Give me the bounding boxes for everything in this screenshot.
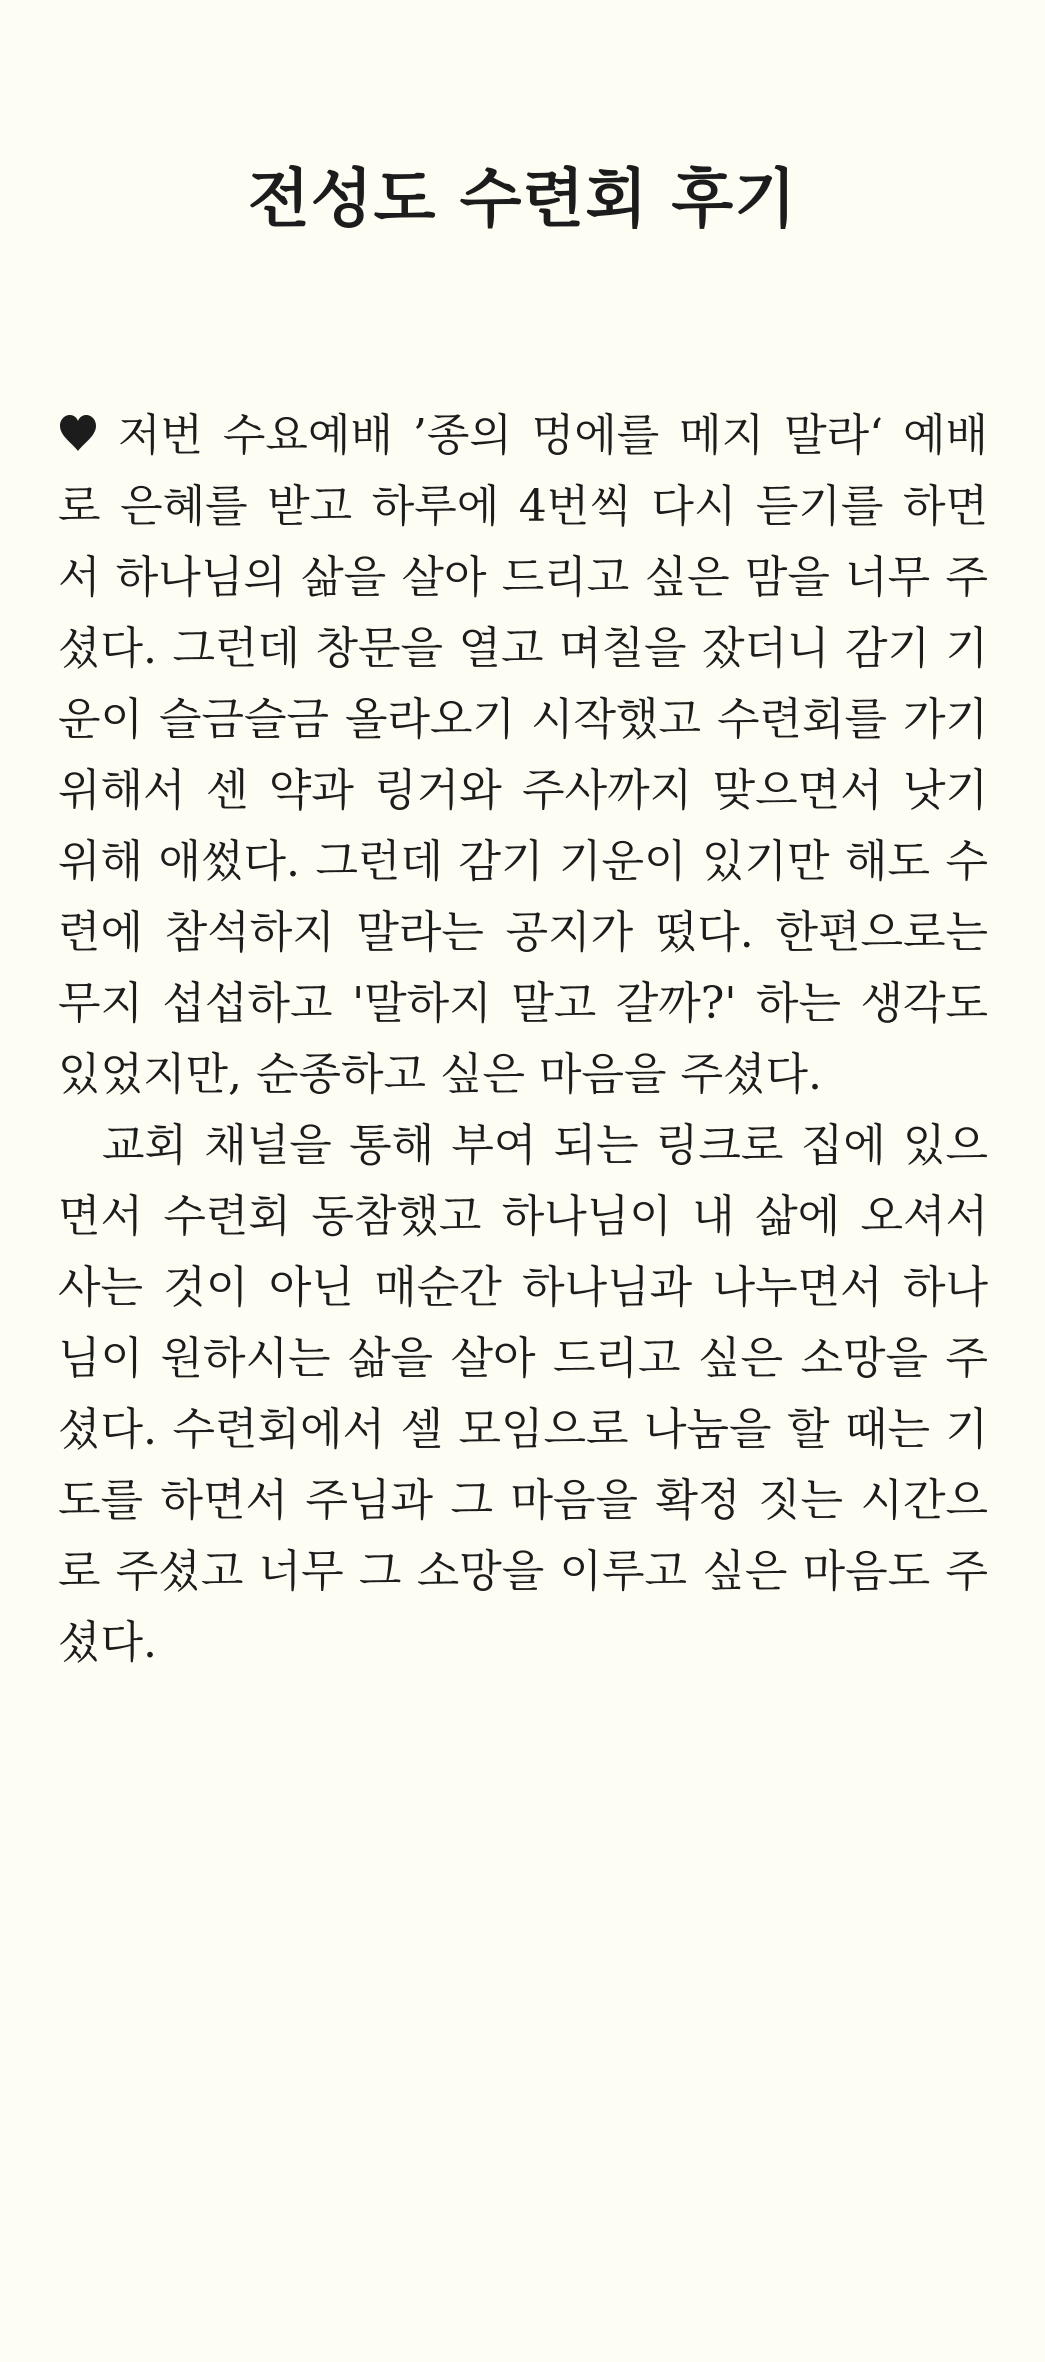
heart-icon [58,404,98,444]
paragraph-1-text: 저번 수요예배 ’종의 멍에를 메지 말라‘ 예배로 은혜를 받고 하루에 4번씩 다시 듣기를 하면서 하나님의 삶을 살아 드리고 싶은 맘을 너무 주셨다. 그런데 창문을 열고 며칠을 잤더니 감기 기운이 슬금슬금 올라오기 시작했고 수련회를 가기 위해서 센 약과 링거와 주사까지 맞으면서 낫기 위해 애썼다. 그런데 감기 기운이 있기만 해도 수련에 참석하지 말라는 공지가 떴다. 한편으로는 무지 섭섭하고 '말하지 말고 갈까?' 하는 생각도 있었지만, 순종하고 싶은 마음을 주셨다. [58,410,988,1100]
paragraph-1 [58,400,988,1110]
page-title: 전성도 수련회 후기 [247,163,798,237]
paragraph-2: 교회 채널을 통해 부여 되는 링크로 집에 있으면서 수련회 동참했고 하나님이 내 삶에 오셔서 사는 것이 아닌 매순간 하나님과 나누면서 하나님이 원하시는 삶을 살아 드리고 싶은 소망을 주셨다. 수련회에서 셀 모임으로 나눔을 할 때는 기도를 하면서 주님과 그 마음을 확정 짓는 시간으로 주셨고 너무 그 소망을 이루고 싶은 마음도 주셨다. [58,1120,988,1668]
review-body [58,400,988,1678]
